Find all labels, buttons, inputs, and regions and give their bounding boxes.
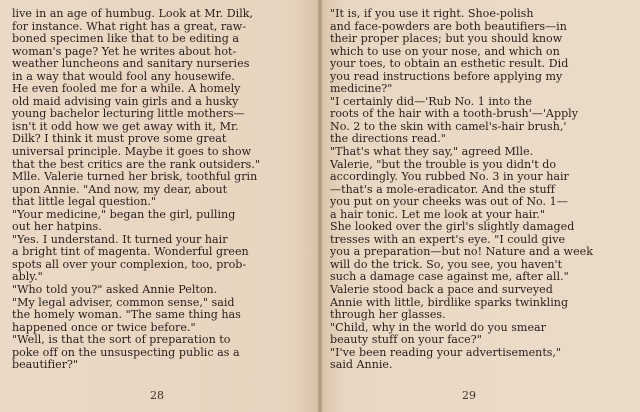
- text-line: out her hatpins.: [12, 221, 102, 234]
- text-line: "Child, why in the world do you smear: [330, 321, 546, 334]
- text-line: through her glasses.: [330, 309, 446, 322]
- text-line: roots of the hair with a tooth-brush'—'Apply: [330, 108, 579, 121]
- left-page-number: 28: [150, 389, 164, 402]
- text-line: Dilk? I think it must prove some great: [12, 133, 227, 146]
- text-line: woman's page? Yet he writes about hot-: [12, 45, 237, 58]
- text-line: She looked over the girl's slightly damaged: [330, 221, 575, 234]
- text-line: that the best critics are the rank outsiders.": [12, 158, 261, 171]
- text-line: "My legal adviser, common sense," said: [12, 296, 235, 309]
- text-line: ably.": [12, 271, 43, 284]
- book-gutter: [318, 0, 322, 412]
- text-line: beauty stuff on your face?": [330, 334, 482, 347]
- text-line: a bright tint of magenta. Wonderful green: [12, 246, 249, 259]
- text-line: He even fooled me for a while. A homely: [12, 83, 241, 96]
- text-line: "Who told you?" asked Annie Pelton.: [12, 284, 218, 297]
- right-page-number: 29: [462, 389, 476, 402]
- text-line: you put on your cheeks was out of No. 1—: [330, 196, 568, 209]
- text-line: upon Annie. "And now, my dear, about: [12, 183, 228, 196]
- text-line: "Yes. I understand. It turned your hair: [12, 233, 228, 246]
- text-line: universal principle. Maybe it goes to show: [12, 146, 252, 159]
- text-line: old maid advising vain girls and a husky: [12, 95, 239, 108]
- text-line: live in an age of humbug. Look at Mr. Dilk,: [12, 8, 254, 20]
- text-line: happened once or twice before.": [12, 321, 196, 334]
- text-line: "I certainly did—'Rub No. 1 into the: [330, 95, 532, 108]
- text-line: —that's a mole-eradicator. And the stuff: [330, 183, 555, 196]
- text-line: will do the trick. So, you see, you haven't: [330, 258, 563, 271]
- text-line: Annie with little, birdlike sparks twinkling: [330, 296, 569, 309]
- text-line: accordingly. You rubbed No. 3 in your hair: [330, 171, 569, 184]
- text-line: Valerie stood back a pace and surveyed: [330, 284, 553, 297]
- text-line: beautifier?": [12, 359, 79, 372]
- text-line: No. 2 to the skin with camel's-hair brush,': [330, 120, 567, 133]
- right-page: [330, 8, 636, 404]
- text-line: spots all over your complexion, too, prob-: [12, 258, 247, 271]
- left-page: [12, 8, 318, 404]
- text-line: that little legal question.": [12, 196, 157, 209]
- text-line: Valerie, "but the trouble is you didn't do: [330, 158, 557, 171]
- text-line: the directions read.": [330, 133, 446, 146]
- text-line: Mlle. Valerie turned her brisk, toothful grin: [12, 171, 258, 184]
- text-line: their proper places; but you should know: [330, 33, 563, 46]
- text-line: poke off on the unsuspecting public as a: [12, 346, 240, 359]
- text-line: young bachelor lecturing little mothers—: [12, 108, 245, 121]
- text-line: a hair tonic. Let me look at your hair.": [330, 208, 545, 221]
- text-line: you a preparation—but no! Nature and a week: [330, 246, 593, 259]
- text-line: for instance. What right has a great, raw-: [12, 20, 247, 33]
- text-line: "Well, is that the sort of preparation to: [12, 334, 231, 347]
- text-line: such a damage case against me, after all.": [330, 271, 569, 284]
- text-line: isn't it odd how we get away with it, Mr.: [12, 120, 239, 133]
- text-line: "That's what they say," agreed Mlle.: [330, 146, 534, 159]
- text-line: said Annie.: [330, 359, 393, 372]
- text-line: your toes, to obtain an esthetic result. Did: [330, 58, 569, 71]
- text-line: tresses with an expert's eye. "I could give: [330, 233, 566, 246]
- text-line: boned specimen like that to be editing a: [12, 33, 239, 46]
- text-line: "I've been reading your advertisements,": [330, 346, 562, 359]
- text-line: and face-powders are both beautifiers—in: [330, 20, 567, 33]
- text-line: medicine?": [330, 83, 393, 96]
- text-line: "It is, if you use it right. Shoe-polish: [330, 8, 534, 20]
- text-line: the homely woman. "The same thing has: [12, 309, 241, 322]
- text-line: weather luncheons and sanitary nurseries: [12, 58, 250, 71]
- text-line: in a way that would fool any housewife.: [12, 70, 235, 83]
- text-line: "Your medicine," began the girl, pulling: [12, 208, 236, 221]
- text-line: you read instructions before applying my: [330, 70, 563, 83]
- text-line: which to use on your nose, and which on: [330, 45, 560, 58]
